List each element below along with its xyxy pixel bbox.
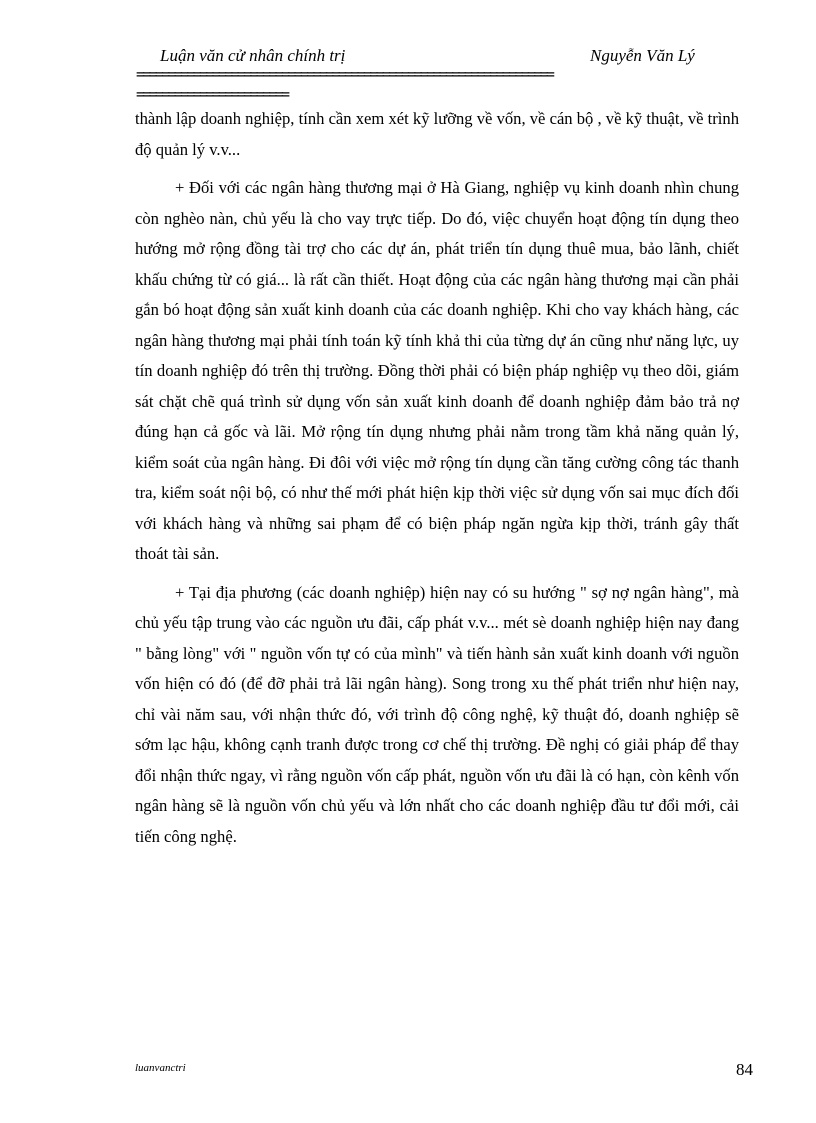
header-rule-line-2: ========================: [136, 86, 288, 103]
header-thesis-title: Luận văn cử nhân chính trị: [160, 46, 346, 65]
paragraph-1: thành lập doanh nghiệp, tính cần xem xét kỹ lưỡng về vốn, về cán bộ , về kỹ thuật, về trình độ quản lý v.v...: [135, 109, 739, 159]
body-text: [135, 104, 739, 852]
paragraph-3: + Tại địa phương (các doanh nghiệp) hiện nay có su hướng " sợ nợ ngân hàng", mà chủ yếu tập trung vào các nguồn ưu đãi, cấp phát v.v... mét sè doanh nghiệp hiện nay đang " bằng lòng" với " nguồn vốn tự có của mình" và tiến hành sản xuất kinh doanh với nguồn vốn hiện có đó (để đỡ phải trả lãi ngân hàng). Song trong xu thế phát triển như hiện nay, chỉ vài năm sau, với nhận thức đó, với trình độ công nghệ, kỹ thuật đó, doanh nghiệp sẽ sớm lạc hậu, không cạnh tranh được trong cơ chế thị trường. Đề nghị có giải pháp để thay đổi nhận thức ngay, vì rằng nguồn vốn cấp phát, nguồn vốn ưu đãi là có hạn, còn kênh vốn ngân hàng sẽ là nguồn vốn chủ yếu và lớn nhất cho các doanh nghiệp đầu tư đổi mới, cải tiến công nghệ.: [135, 582, 739, 846]
footer-source-label: luanvanctri: [135, 1062, 186, 1074]
page-number: 84: [736, 1060, 753, 1079]
header-rule-line-1: ==================================================================: [136, 66, 553, 83]
paragraph-2: + Đối với các ngân hàng thương mại ở Hà Giang, nghiệp vụ kinh doanh nhìn chung còn nghèo nàn, chủ yếu là cho vay trực tiếp. Do đó, việc chuyển hoạt động tín dụng theo hướng mở rộng đồng tài trợ cho các dự án, phát triển tín dụng thuê mua, bảo lãnh, chiết khấu chứng từ có giá... là rất cần thiết. Hoạt động của các ngân hàng thương mại cần phải gắn bó hoạt động sản xuất kinh doanh của các doanh nghiệp. Khi cho vay khách hàng, các ngân hàng thương mại phải tính toán kỹ tính khả thi của từng dự án cũng như năng lực, uy tín doanh nghiệp đó trên thị trường. Đồng thời phải có biện pháp nghiệp vụ theo dõi, giám sát chặt chẽ quá trình sử dụng vốn sản xuất kinh doanh để doanh nghiệp đảm bảo trả nợ đúng hạn cả gốc và lãi. Mở rộng tín dụng nhưng phải nằm trong tầm khả năng quản lý, kiểm soát của ngân hàng. Đi đôi với việc mở rộng tín dụng cần tăng cường công tác thanh tra, kiểm soát nội bộ, có như thế mới phát hiện kịp thời việc sử dụng vốn sai mục đích đối với khách hàng và những sai phạm để có biện pháp ngăn ngừa kịp thời, tránh gây thất thoát tài sản.: [135, 178, 739, 563]
header-author-name: Nguyễn Văn Lý: [590, 46, 695, 65]
